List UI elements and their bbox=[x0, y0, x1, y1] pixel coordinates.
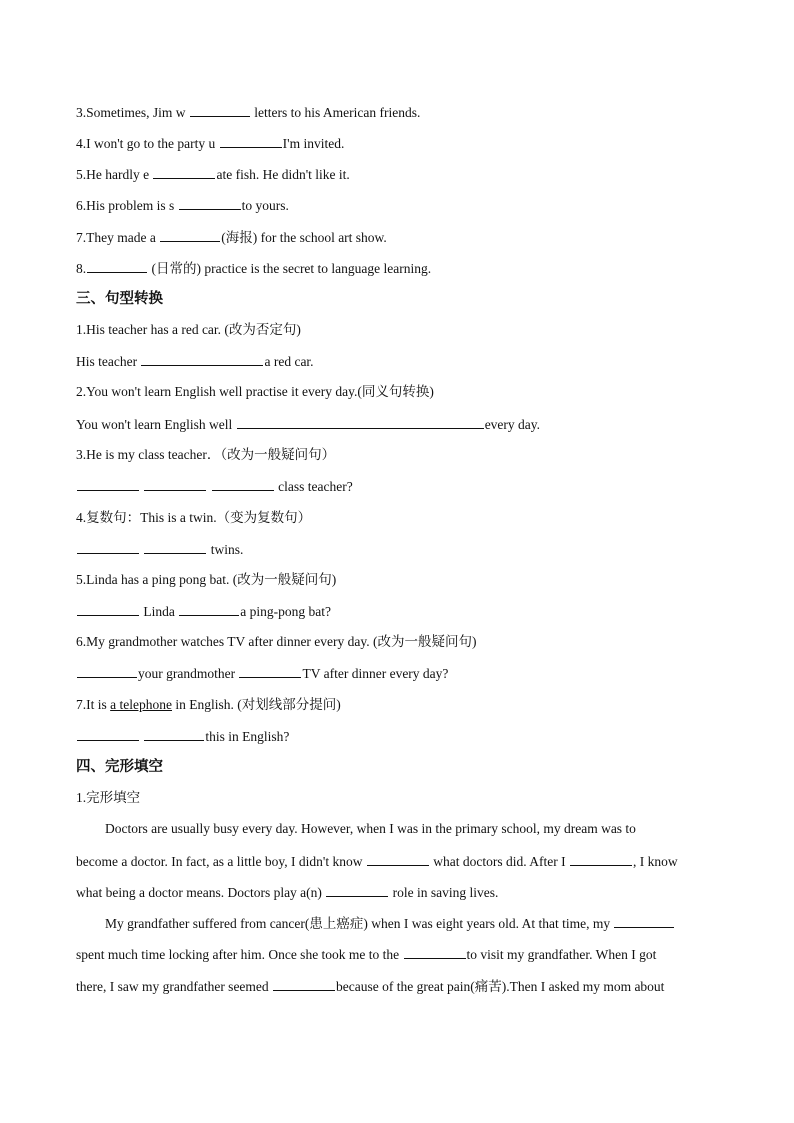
cloze-line bbox=[76, 945, 656, 964]
cloze-blank[interactable] bbox=[367, 852, 429, 866]
answer-text: You won't learn English well bbox=[76, 417, 233, 432]
answer-blank[interactable] bbox=[77, 477, 139, 491]
answer-text: a ping-pong bat? bbox=[240, 604, 331, 619]
question-4 bbox=[76, 134, 344, 153]
answer-text: Linda bbox=[143, 604, 175, 619]
answer-blank[interactable] bbox=[144, 540, 206, 554]
question-text: 5.He hardly e bbox=[76, 167, 150, 182]
s3-q1-prompt: 1.His teacher has a red car. (改为否定句) bbox=[76, 322, 301, 337]
cloze-text: spent much time locking after him. Once she took me to the bbox=[76, 947, 400, 962]
cloze-blank[interactable] bbox=[614, 914, 674, 928]
cloze-text: there, I saw my grandfather seemed bbox=[76, 979, 269, 994]
question-text: (海报) for the school art show. bbox=[221, 230, 387, 245]
s3-q7-answer bbox=[76, 727, 289, 746]
cloze-text: , I know bbox=[632, 854, 678, 869]
question-text: ate fish. He didn't like it. bbox=[216, 167, 350, 182]
cloze-text: My grandfather suffered from cancer(患上癌症) when I was eight years old. At that time, my bbox=[105, 916, 611, 931]
s3-q5-answer bbox=[76, 602, 331, 621]
prompt-text: in English. (对划线部分提问) bbox=[175, 697, 341, 712]
question-7 bbox=[76, 228, 387, 247]
answer-blank[interactable] bbox=[77, 727, 139, 741]
answer-blank[interactable] bbox=[220, 134, 282, 148]
cloze-text: become a doctor. In fact, as a little boy, I didn't know bbox=[76, 854, 363, 869]
section-4-title: 四、完形填空 bbox=[76, 759, 163, 775]
answer-text: class teacher? bbox=[278, 479, 353, 494]
cloze-line bbox=[76, 852, 678, 871]
prompt-text: 7.It is bbox=[76, 697, 107, 712]
question-3 bbox=[76, 103, 420, 122]
answer-blank[interactable] bbox=[212, 477, 274, 491]
answer-blank[interactable] bbox=[179, 196, 241, 210]
question-text: 8. bbox=[76, 261, 87, 276]
cloze-blank[interactable] bbox=[570, 852, 632, 866]
answer-blank[interactable] bbox=[153, 165, 215, 179]
answer-blank[interactable] bbox=[160, 228, 220, 242]
cloze-blank[interactable] bbox=[326, 883, 388, 897]
question-text: to yours. bbox=[241, 198, 289, 213]
answer-blank[interactable] bbox=[141, 352, 263, 366]
answer-text: TV after dinner every day? bbox=[302, 666, 449, 681]
s3-q6-prompt: 6.My grandmother watches TV after dinner every day. (改为一般疑问句) bbox=[76, 634, 477, 649]
answer-blank[interactable] bbox=[77, 540, 139, 554]
cloze-line bbox=[76, 977, 664, 996]
s3-q5-prompt: 5.Linda has a ping pong bat. (改为一般疑问句) bbox=[76, 572, 337, 587]
answer-blank[interactable] bbox=[77, 602, 139, 616]
s3-q2-prompt: 2.You won't learn English well practise it every day.(同义句转换) bbox=[76, 384, 434, 399]
answer-text: this in English? bbox=[205, 729, 290, 744]
s3-q6-answer bbox=[76, 664, 448, 683]
cloze-text: role in saving lives. bbox=[392, 885, 499, 900]
s3-q4-answer bbox=[76, 540, 243, 559]
question-5 bbox=[76, 165, 350, 184]
section-3-title: 三、句型转换 bbox=[76, 291, 163, 307]
question-text: 6.His problem is s bbox=[76, 198, 175, 213]
cloze-line: Doctors are usually busy every day. However, when I was in the primary school, my dream was to bbox=[105, 821, 636, 836]
cloze-text: to visit my grandfather. When I got bbox=[466, 947, 657, 962]
question-text: 3.Sometimes, Jim w bbox=[76, 105, 186, 120]
s3-q1-answer bbox=[76, 352, 314, 371]
s3-q3-answer bbox=[76, 477, 353, 496]
s3-q2-answer bbox=[76, 415, 540, 434]
cloze-line bbox=[76, 883, 498, 902]
question-text: letters to his American friends. bbox=[254, 105, 421, 120]
answer-text: twins. bbox=[210, 542, 244, 557]
question-6 bbox=[76, 196, 289, 215]
question-text: (日常的) practice is the secret to language learning. bbox=[151, 261, 432, 276]
answer-blank[interactable] bbox=[77, 664, 137, 678]
s3-q4-prompt: 4.复数句：This is a twin.（变为复数句） bbox=[76, 510, 312, 525]
answer-blank[interactable] bbox=[144, 727, 204, 741]
section-4-subtitle: 1.完形填空 bbox=[76, 790, 141, 805]
question-text: 7.They made a bbox=[76, 230, 156, 245]
answer-text: His teacher bbox=[76, 354, 138, 369]
answer-text: a red car. bbox=[264, 354, 314, 369]
cloze-text: what being a doctor means. Doctors play a(n) bbox=[76, 885, 322, 900]
answer-blank[interactable] bbox=[87, 259, 147, 273]
cloze-blank[interactable] bbox=[273, 977, 335, 991]
answer-text: your grandmother bbox=[138, 666, 236, 681]
question-text: I'm invited. bbox=[282, 136, 345, 151]
answer-blank[interactable] bbox=[144, 477, 206, 491]
cloze-text: because of the great pain(痛苦).Then I asked my mom about bbox=[336, 979, 665, 994]
question-text: 4.I won't go to the party u bbox=[76, 136, 216, 151]
s3-q3-prompt: 3.He is my class teacher．（改为一般疑问句） bbox=[76, 447, 336, 462]
cloze-line bbox=[105, 914, 675, 933]
answer-text: every day. bbox=[484, 417, 541, 432]
answer-blank[interactable] bbox=[179, 602, 239, 616]
question-8 bbox=[76, 259, 431, 278]
s3-q7-prompt bbox=[76, 696, 341, 714]
cloze-blank[interactable] bbox=[404, 945, 466, 959]
answer-blank[interactable] bbox=[190, 103, 250, 117]
answer-blank[interactable] bbox=[239, 664, 301, 678]
cloze-text: what doctors did. After I bbox=[433, 854, 566, 869]
underlined-phrase: a telephone bbox=[110, 697, 172, 712]
answer-blank[interactable] bbox=[237, 415, 484, 429]
